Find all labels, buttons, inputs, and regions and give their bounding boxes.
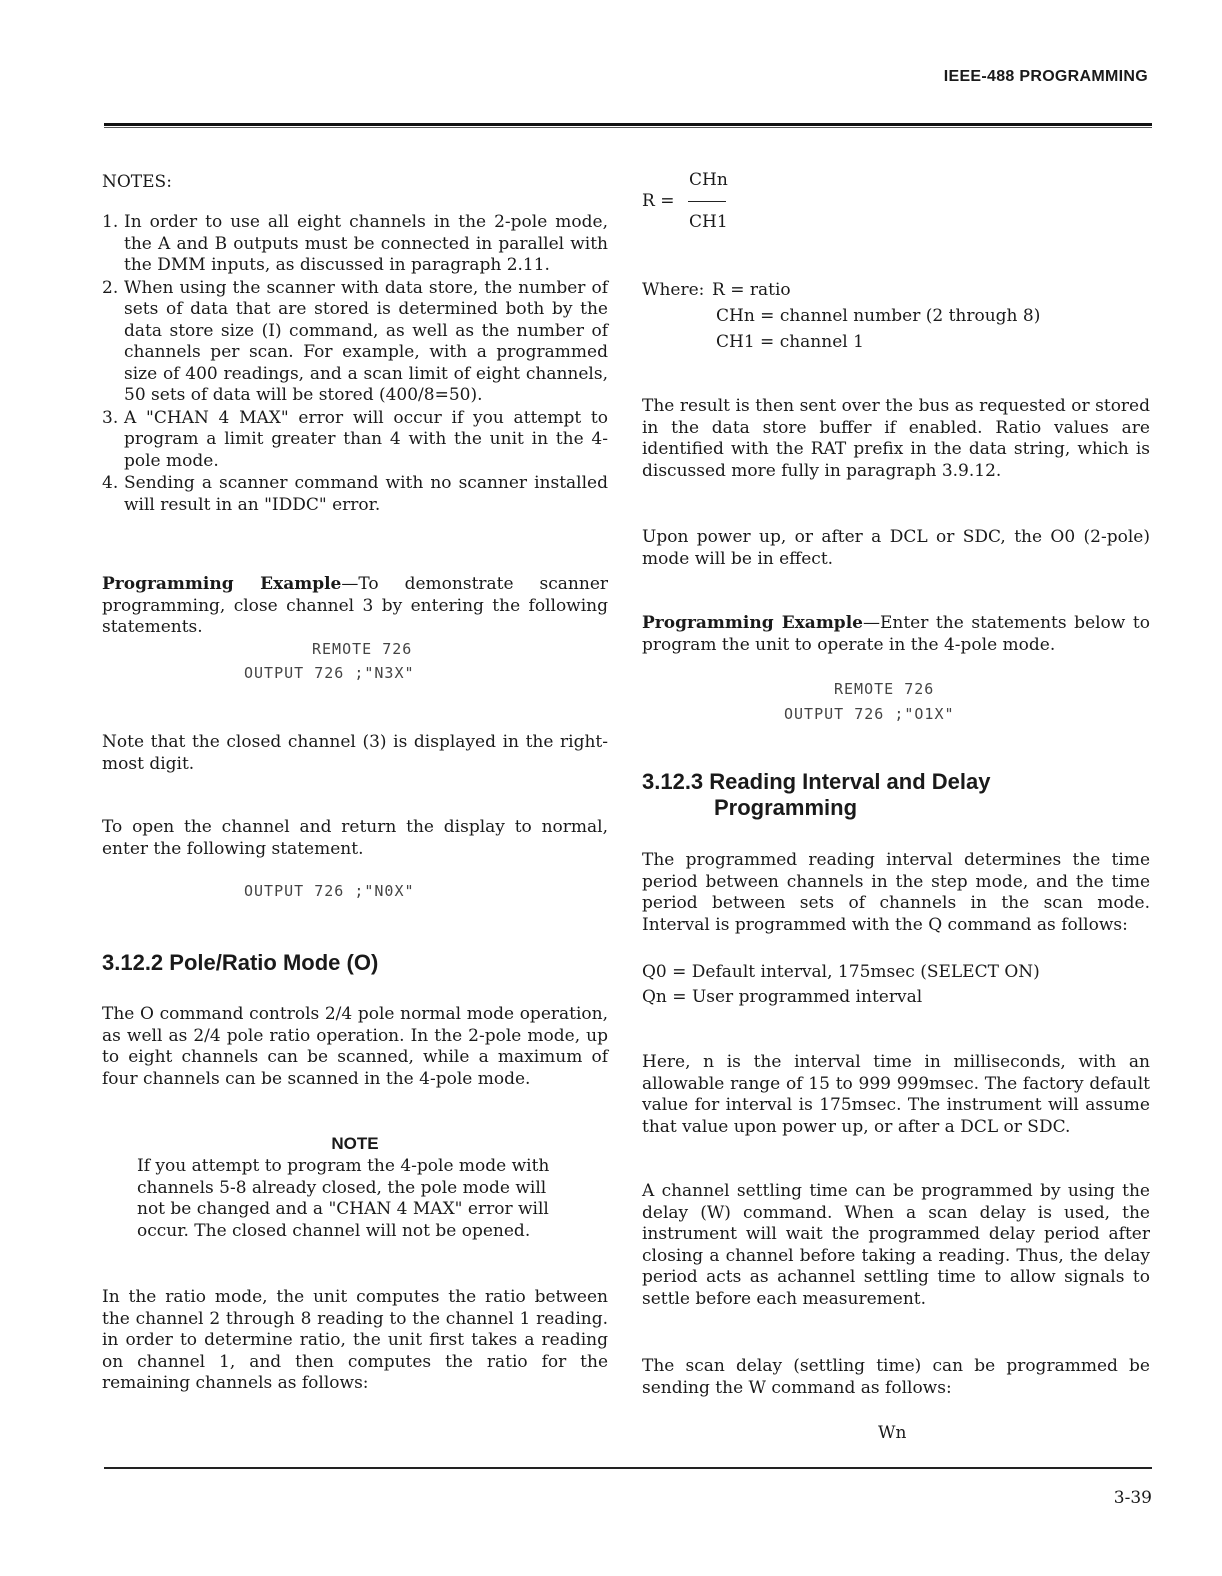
example-text: —Enter the statements below to program the unit to operate in the 4-pole mode.	[642, 613, 1150, 655]
example-lead: Programming Example	[102, 574, 342, 594]
code-remote-726: REMOTE 726	[312, 640, 413, 658]
note-item	[102, 408, 608, 473]
where-row: R = ratio	[712, 280, 791, 300]
heading-3-12-3-cont: Programming	[714, 795, 858, 820]
code-remote-726: REMOTE 726	[834, 680, 935, 698]
programming-example-1	[102, 574, 608, 639]
result-text: The result is then sent over the bus as requested or stored in the data store buffer if enabled. Ratio values are identified with the RAT prefix in the data string, which is discussed more fully in paragraph 3.9.12.	[642, 396, 1150, 481]
code-output-n0x: OUTPUT 726 ;"N0X"	[244, 882, 415, 900]
note-body: If you attempt to program the 4-pole mode with channels 5-8 already closed, the pole mode will not be changed and a "CHAN 4 MAX" error will occur. The closed channel will not be opened.	[137, 1156, 550, 1241]
programming-example-2	[642, 613, 1150, 656]
page-number: 3-39	[1113, 1488, 1152, 1508]
code-output-n3x: OUTPUT 726 ;"N3X"	[244, 664, 415, 682]
heading-3-12-2: 3.12.2 Pole/Ratio Mode (O)	[102, 950, 379, 975]
open-channel-text: To open the channel and return the display to normal, enter the following statement.	[102, 817, 608, 859]
note-heading: NOTE	[331, 1134, 379, 1153]
note-text: Sending a scanner command with no scanner installed will result in an "IDDC" error.	[124, 473, 608, 515]
settling-time-text: A channel settling time can be programmed by using the delay (W) command. When a scan delay is used, the instrument will wait the programmed delay period after closing a channel before taking a reading. Thus, the delay period acts as achannel settling time to allow signals to settle before each measurement.	[642, 1181, 1150, 1309]
example-text: —To demonstrate scanner programming, close channel 3 by entering the following statements.	[102, 574, 609, 637]
o-command-text: The O command controls 2/4 pole normal mode operation, as well as 2/4 pole ratio operation. In the 2-pole mode, up to eight channels can be scanned, while a maximum of four channels can be scanned in the 4-pole mode.	[102, 1004, 608, 1089]
formula-denominator: CH1	[689, 212, 728, 232]
note-number: 4.	[102, 473, 119, 493]
power-up-text: Upon power up, or after a DCL or SDC, the O0 (2-pole) mode will be in effect.	[642, 527, 1150, 569]
fraction-bar	[688, 201, 726, 202]
where-row: CH1 = channel 1	[716, 332, 864, 352]
q0-definition: Q0 = Default interval, 175msec (SELECT ON)	[642, 962, 1040, 982]
where-label: Where:	[642, 280, 705, 300]
code-output-o1x: OUTPUT 726 ;"O1X"	[784, 705, 955, 723]
note-text: A "CHAN 4 MAX" error will occur if you attempt to program a limit greater than 4 with the unit in the 4-pole mode.	[124, 407, 608, 471]
note-text: When using the scanner with data store, the number of sets of data that are stored is determined both by the data store size (I) command, as well as the number of channels per scan. For example, with a programmed size of 400 readings, and a scan limit of eight channels, 50 sets of data will be stored (400/8=50).	[124, 277, 608, 405]
interval-range-text: Here, n is the interval time in milliseconds, with an allowable range of 15 to 999 999msec. The factory default value for interval is 175msec. The instrument will assume that value upon power up, or after a DCL or SDC.	[642, 1052, 1150, 1137]
wn-command: Wn	[878, 1423, 907, 1443]
formula-lhs: R =	[642, 191, 675, 211]
notes-title: NOTES:	[102, 172, 172, 192]
closed-channel-note: Note that the closed channel (3) is displayed in the right-most digit.	[102, 732, 608, 774]
interval-text: The programmed reading interval determines the time period between channels in the step mode, and the time period between sets of channels in the scan mode. Interval is programmed with the Q command as follows:	[642, 850, 1150, 935]
ratio-mode-text: In the ratio mode, the unit computes the ratio between the channel 2 through 8 reading to the channel 1 reading. in order to determine ratio, the unit first takes a reading on channel 1, and then computes the ratio for the remaining channels as follows:	[102, 1287, 608, 1393]
note-item	[102, 278, 608, 407]
footer-rule	[104, 1467, 1152, 1469]
header-rule	[104, 123, 1152, 126]
note-item	[102, 473, 608, 516]
note-text: In order to use all eight channels in the 2-pole mode, the A and B outputs must be connected in parallel with the DMM inputs, as discussed in paragraph 2.11.	[124, 212, 608, 275]
heading-3-12-3: 3.12.3 Reading Interval and Delay	[642, 769, 991, 794]
running-header: IEEE-488 PROGRAMMING	[943, 68, 1148, 85]
header-rule-thin	[104, 127, 1152, 128]
note-number: 2.	[102, 277, 119, 298]
note-number: 3.	[102, 407, 119, 428]
qn-definition: Qn = User programmed interval	[642, 987, 923, 1007]
note-item	[102, 212, 608, 277]
where-row: CHn = channel number (2 through 8)	[716, 306, 1041, 326]
notes-list	[102, 212, 608, 517]
example-lead: Programming Example	[642, 613, 863, 633]
scan-delay-text: The scan delay (settling time) can be programmed be sending the W command as follows:	[642, 1356, 1150, 1398]
note-number: 1.	[102, 212, 119, 232]
formula-numerator: CHn	[689, 170, 728, 190]
